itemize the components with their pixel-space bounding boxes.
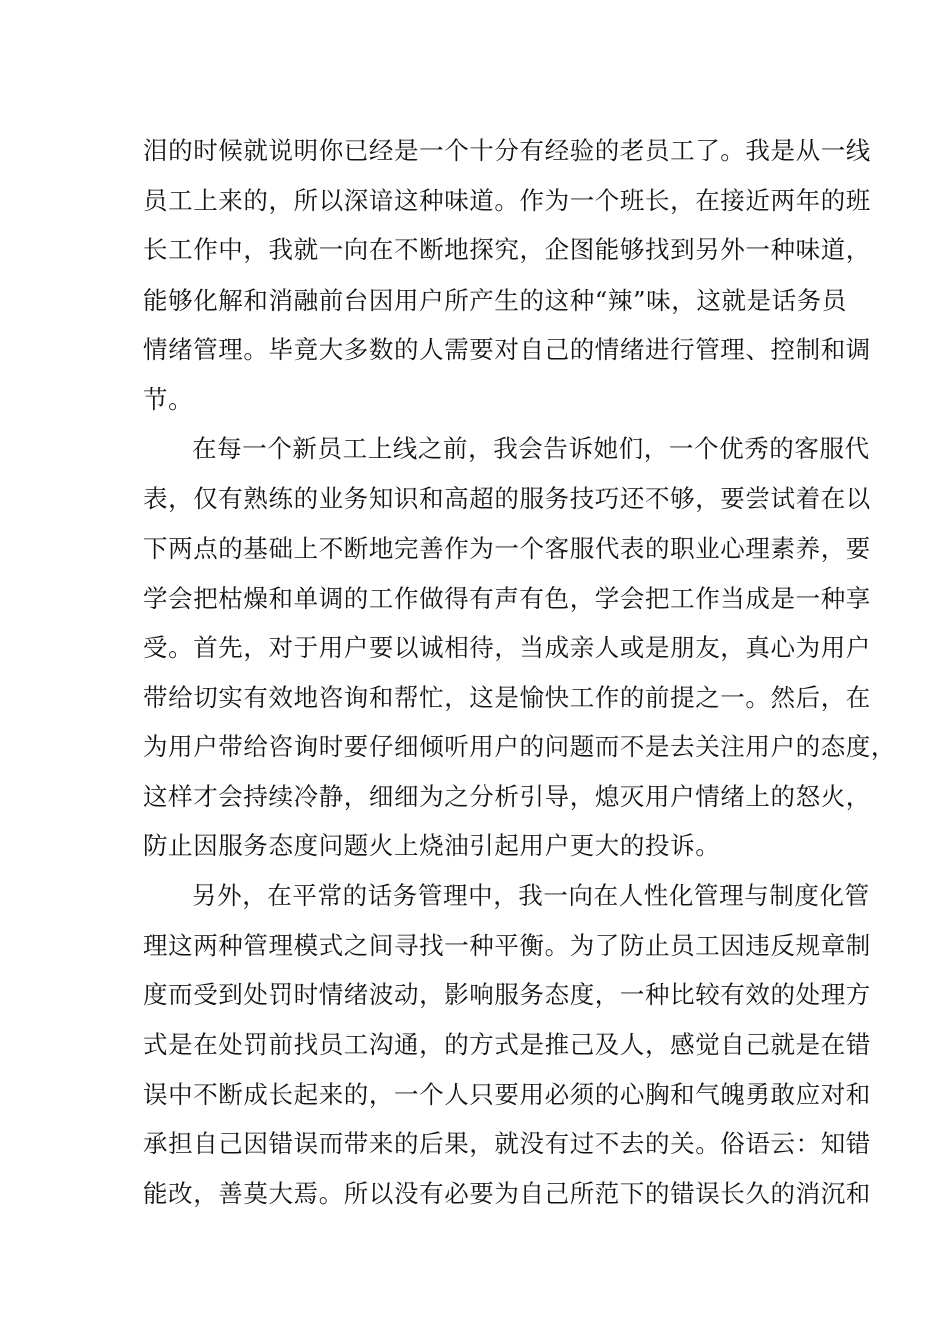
- text-line: 能够化解和消融前台因用户所产生的这种“辣”味，这就是话务员: [143, 286, 847, 315]
- text-line: 泪的时候就说明你已经是一个十分有经验的老员工了。我是从一线: [143, 136, 871, 165]
- text-line: 这样才会持续冷静，细细为之分析引导，熄灭用户情绪上的怒火，: [143, 782, 871, 811]
- text-line: 员工上来的，所以深谙这种味道。作为一个班长，在接近两年的班: [143, 186, 871, 215]
- text-line: 长工作中，我就一向在不断地探究，企图能够找到另外一种味道，: [143, 235, 871, 264]
- text-line: 下两点的基础上不断地完善作为一个客服代表的职业心理素养，要: [143, 534, 871, 563]
- text-line: 情绪管理。毕竟大多数的人需要对自己的情绪进行管理、控制和调: [143, 335, 871, 364]
- text-line: 表，仅有熟练的业务知识和高超的服务技巧还不够，要尝试着在以: [143, 484, 871, 513]
- text-line: 受。首先，对于用户要以诚相待，当成亲人或是朋友，真心为用户: [143, 633, 871, 662]
- text-line: 理这两种管理模式之间寻找一种平衡。为了防止员工因违反规章制: [143, 931, 871, 960]
- text-line: 度而受到处罚时情绪波动，影响服务态度，一种比较有效的处理方: [143, 980, 871, 1009]
- text-line: 能改，善莫大焉。所以没有必要为自己所范下的错误长久的消沉和: [143, 1179, 871, 1208]
- text-line: 误中不断成长起来的，一个人只要用必须的心胸和气魄勇敢应对和: [143, 1080, 871, 1109]
- text-line: 式是在处罚前找员工沟通，的方式是推己及人，感觉自己就是在错: [143, 1030, 871, 1059]
- paragraph-first-line: 另外，在平常的话务管理中，我一向在人性化管理与制度化管: [192, 881, 870, 910]
- text-line: 防止因服务态度问题火上烧油引起用户更大的投诉。: [143, 831, 721, 860]
- text-line: 带给切实有效地咨询和帮忙，这是愉快工作的前提之一。然后，在: [143, 683, 871, 712]
- text-line: 学会把枯燥和单调的工作做得有声有色，学会把工作当成是一种享: [143, 584, 871, 613]
- paragraph-first-line: 在每一个新员工上线之前，我会告诉她们，一个优秀的客服代: [192, 434, 870, 463]
- text-line: 为用户带给咨询时要仔细倾听用户的问题而不是去关注用户的态度，: [143, 732, 896, 761]
- text-line: 承担自己因错误而带来的后果，就没有过不去的关。俗语云：知错: [143, 1129, 871, 1158]
- text-line: 节。: [143, 385, 194, 414]
